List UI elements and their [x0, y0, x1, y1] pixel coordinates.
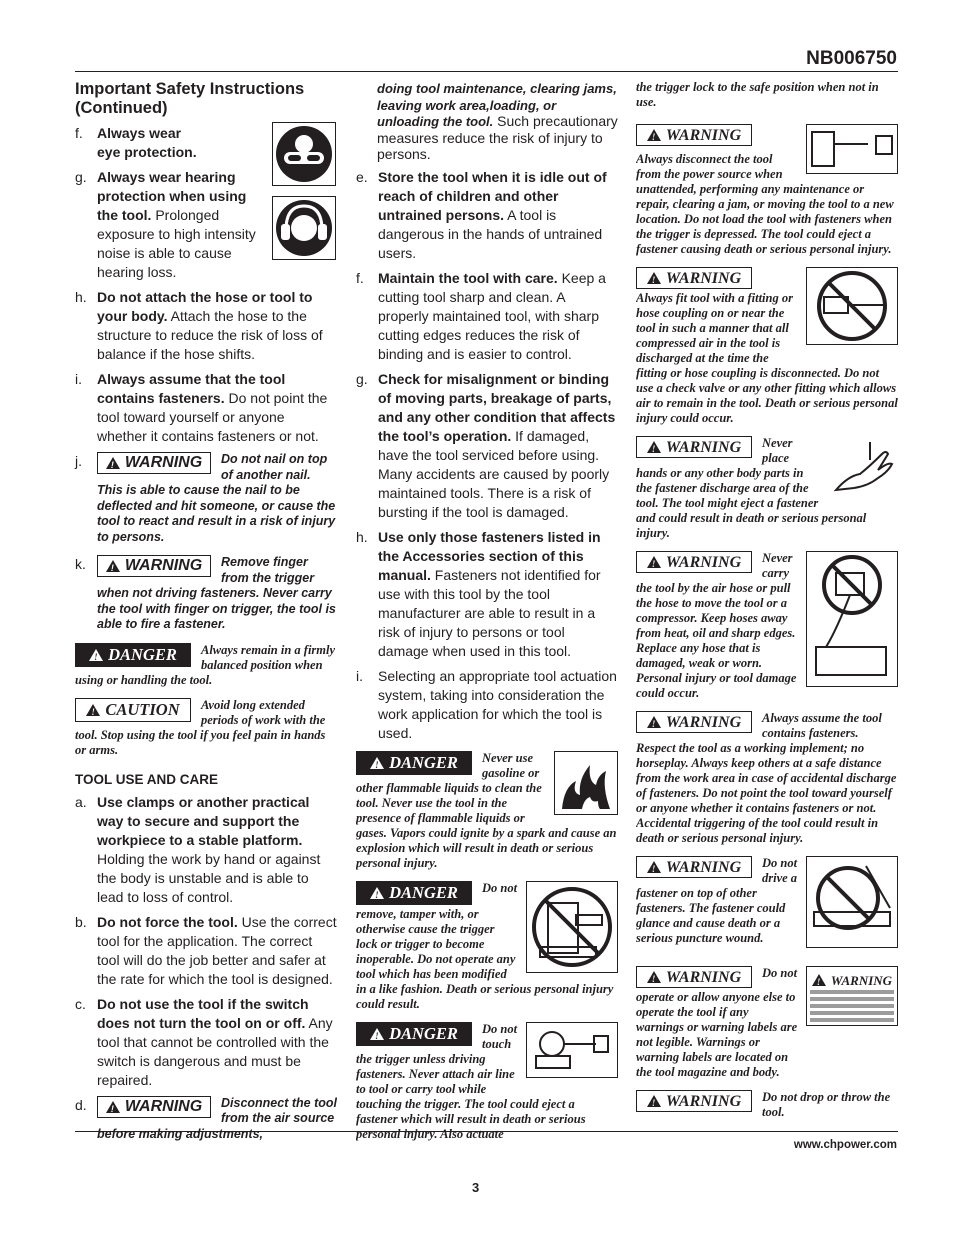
care-g: g. Check for misalignment or binding of moving parts, breakage of parts, and any other condition that affects the tool’s operation. If damaged, have the tool serviced before using. Many accidents are caused by poorly maintained tools. There is a risk of bursting if the tool is damaged. — [356, 370, 616, 520]
subhead-tool-use: TOOL USE AND CARE — [75, 771, 219, 787]
warning-disconnect: ! WARNING Always disconnect the tool from the power source when unattended, performing any maintenance or repair, clearing a jam, or moving the tool to a new location. Do not load the tool with fasteners when the trigger is depressed. The tool could eject a fastener causing death or serious personal injury. — [636, 124, 898, 257]
model-number: NB006750 — [806, 48, 897, 69]
warning-nail-on-nail: ! WARNING Do not drive a fastener on top of other fasteners. The fastener could glance and cause death or a serious puncture wound. — [636, 856, 898, 956]
warning-drop: ! WARNING Do not drop or throw the tool. — [636, 1090, 898, 1120]
column-3 — [636, 80, 898, 1130]
warning-badge: ! WARNING — [97, 555, 211, 577]
warning-fitting: ! WARNING Always fit tool with a fitting or hose coupling on or near the tool in such a manner that all compressed air in the tool is discharged at the time the fitting or hose coupling is disconnected. Do not use a check valve or any other fitting which allows air to remain in the tool. Death or serious personal injury could occur. — [636, 267, 898, 426]
warning-labels: ! WARNING ! WARNING Do not operate or allow anyone else to operate the tool if any warnings or warning labels are not legible. Warnings or warning labels are located on the tool magazine and body. — [636, 966, 898, 1080]
care-d-continued: doing tool maintenance, clearing jams, leaving work area,loading, or unloading the tool. Such precautionary measures reduce the risk of injury to persons. — [377, 81, 618, 162]
care-a: a. Use clamps or another practical way to secure and support the workpiece to a stable platform. Holding the work by hand or against the body is unstable and is able to lead to loss of control. — [75, 793, 321, 905]
eye-protection-icon — [272, 122, 336, 191]
nailer-airline-icon — [526, 1022, 618, 1082]
warning-label-icon — [806, 966, 898, 1050]
warning-hose: ! WARNING Never carry the tool by the air hose or pull the hose to move the tool or a compressor. Keep hoses away from heat, oil and sharp edges. Replace any hose that is damaged, weak or worn. Personal injury or tool damage could occur. — [636, 551, 898, 701]
item-g: g. Always wear hearing protection when using the tool. Prolonged exposure to high intensity noise is able to cause hearing loss. — [75, 169, 256, 280]
care-d: d. ! WARNING Disconnect the tool from the air source before making adjustments, — [75, 1096, 337, 1143]
page-number: 3 — [472, 1180, 480, 1195]
hearing-protection-icon — [272, 196, 336, 265]
column-2 — [356, 80, 618, 1152]
care-i: i. Selecting an appropriate tool actuation system, taking into consideration the work application for which the tool is used. — [356, 667, 617, 741]
warning-label-title: ! WARNING — [806, 970, 898, 990]
danger-flammable: ! DANGER Never use gasoline or other flammable liquids to clean the tool. Never use the tool in the presence of flammable liquids or gases. Vapors could ignite by a spark and cause an explosion which will result in death or serious personal injury. — [356, 751, 618, 871]
warning-badge: ! WARNING — [97, 1096, 211, 1118]
section-title: Important Safety Instructions (Continued) — [75, 80, 305, 117]
nailer-prohibited-icon — [526, 881, 618, 977]
item-f: f. Always wear eye protection. — [75, 125, 197, 160]
care-b: b. Do not force the tool. Use the correct tool for the application. The correct tool will do the job better and safer at the rate for which the tool is designed. — [75, 913, 337, 987]
footer-url[interactable]: www.chpower.com — [793, 1139, 897, 1151]
care-h: h. Use only those fasteners listed in the Accessories section of this manual. Fasteners not identified for use with this tool by the tool manufacturer are able to result in a risk of injury to persons or tool damage when used in this tool. — [356, 528, 601, 659]
nail-on-nail-prohibited-icon — [806, 856, 898, 952]
warning-badge: ! WARNING — [97, 452, 211, 474]
warning-hands: ! WARNING Never place hands or any other body parts in the fastener discharge area of the tool. The tool might eject a fastener and could result in death or serious personal injury. — [636, 436, 898, 541]
item-k: k. ! WARNING Remove finger from the trigger when not driving fasteners. Never carry the tool with finger on trigger, the tool is able to fire a fastener. — [75, 555, 337, 633]
danger-balance: ! DANGER Always remain in a firmly balanced position when using or handling the tool. — [75, 643, 337, 688]
column-1 — [75, 80, 337, 1152]
fire-icon — [554, 751, 618, 819]
caution-extended-use: ! CAUTION Avoid long extended periods of work with the tool. Stop using the tool if you feel pain in hands or arms. — [75, 698, 337, 758]
hose-prohibited-icon — [806, 551, 898, 691]
care-e: e. Store the tool when it is idle out of reach of children and other untrained persons. A tool is dangerous in the hands of untrained users. — [356, 168, 607, 261]
item-i: i. Always assume that the tool contains fasteners. Do not point the tool toward yourself or anyone whether it contains fasteners or not. — [75, 371, 328, 444]
header-rule — [75, 71, 898, 72]
danger-tamper: ! DANGER Do not remove, tamper with, or otherwise cause the trigger lock or trigger to become inoperable. Do not operate any tool which has been modified in a like fashion. Death or serious personal injury could result. — [356, 881, 618, 1012]
hand-icon — [830, 436, 898, 500]
check-valve-prohibited-icon — [806, 267, 898, 349]
warning-assume-loaded: ! WARNING Always assume the tool contains fasteners. Respect the tool as a working implement; no horseplay. Always keep others at a safe distance from the work area in case of accidental discharge of fasteners. Do not point the tool toward yourself or anyone whether it contains fasteners or not. Accidental triggering of the tool could result in death or serious personal injury. — [636, 711, 898, 846]
danger-trigger: ! DANGER Do not touch the trigger unless driving fasteners. Never attach air line to tool or carry tool while touching the trigger. The tool could eject a fastener which will result in death or serious personal injury. Also actuate — [356, 1022, 618, 1142]
nailer-disconnect-icon — [806, 124, 898, 178]
trigger-lock-continued: the trigger lock to the safe position when not in use. — [636, 80, 879, 109]
care-c: c. Do not use the tool if the switch does not turn the tool on or off. Any tool that cannot be controlled with the switch is dangerous and must be repaired. — [75, 995, 333, 1088]
care-f: f. Maintain the tool with care. Keep a cutting tool sharp and clean. A properly maintained tool, with sharp cutting edges reduces the risk of binding and is easier to control. — [356, 269, 606, 362]
item-h: h. Do not attach the hose or tool to your body. Attach the hose to the structure to reduce the risk of loss of balance if the hose shifts. — [75, 289, 323, 362]
item-j: j. ! WARNING Do not nail on top of another nail. This is able to cause the nail to be deflected and hit someone, or cause the tool to react and result in a risk of injury to persons. — [75, 452, 337, 545]
